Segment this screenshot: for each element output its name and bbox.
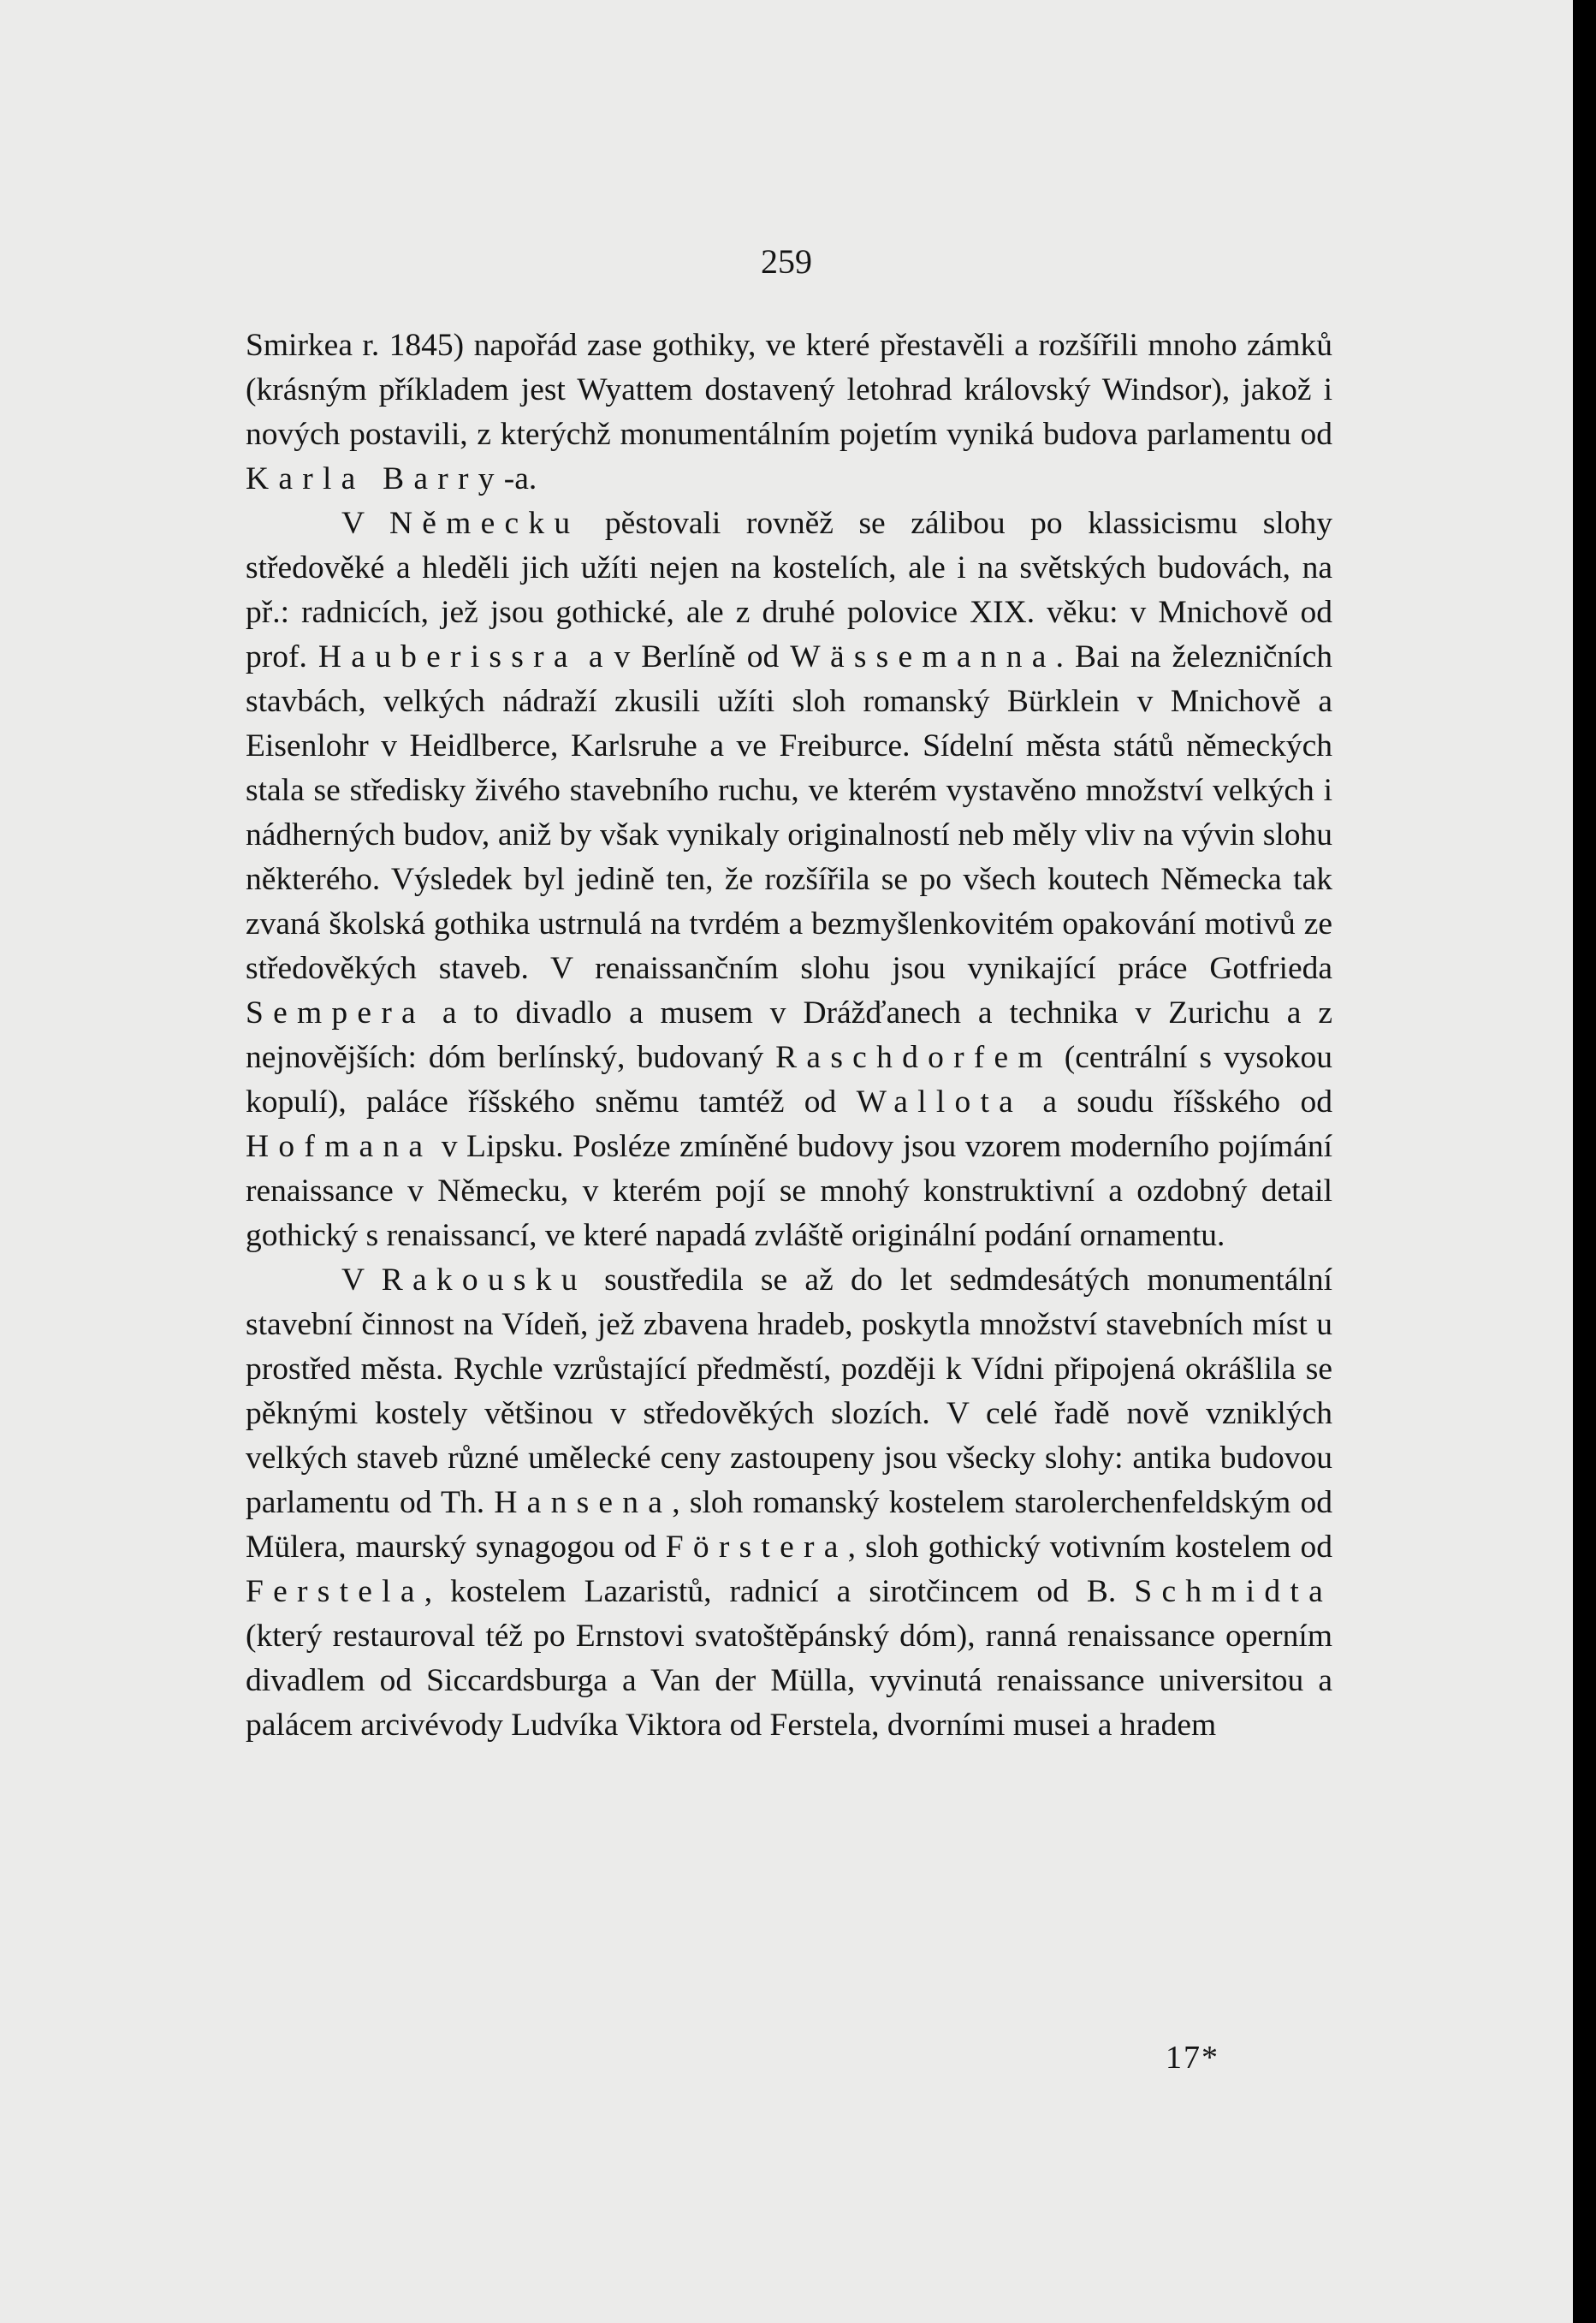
- text-run: V: [341, 506, 389, 541]
- text-run: a v Berlíně od: [577, 639, 791, 674]
- spaced-name: Schmidta: [1134, 1574, 1332, 1609]
- text-run: , kostelem Lazaristů, radnicí a sirotčincem od B.: [424, 1574, 1135, 1609]
- text-run: soustředila se až do let sedmdesátých monumentální stavební činnost na Vídeň, jež zbavena hradeb, poskytla množství stavebních míst u prostřed města. Rychle vzrůstající předměstí, později k Vídni připojená okrášlila se pěknými kostely většinou v středověkých slozích. V celé řadě nově vzniklých velkých staveb různé umělecké ceny zastoupeny jsou všecky slohy: antika budovou parlamentu od Th.: [246, 1262, 1332, 1520]
- spaced-name: Sempera: [246, 995, 425, 1031]
- text-run: a to divadlo a musem v Drážďanech a technika v Zurichu a z nejnovějších: dóm berlínský, budovaný: [246, 995, 1332, 1075]
- text-run: (který restauroval též po Ernstovi svatoštěpánský dóm), ranná renaissance operním divadlem od Siccardsburga a Van der Mülla, vyvinutá renaissance universitou a palácem arcivévody Ludvíka Viktora od Ferstela, dvorními musei a hradem: [246, 1619, 1332, 1743]
- text-run: V: [341, 1262, 382, 1298]
- spaced-name: Německu: [389, 506, 580, 541]
- text-run: v Lipsku. Posléze zmíněné budovy jsou vzorem moderního pojímání renaissance v Německu, v kterém pojí se mnohý konstruktivní a ozdobný detail gothický s renaissancí, ve které napadá zvláště originální podání ornamentu.: [246, 1129, 1332, 1253]
- text-run: , sloh gothický votivním kostelem od: [847, 1530, 1333, 1565]
- spaced-name: Hofmana: [246, 1129, 433, 1164]
- spaced-name: Raschdorfem: [775, 1040, 1053, 1075]
- paragraph-3: [246, 1258, 1332, 1748]
- text-run: -a.: [503, 461, 537, 496]
- paragraph-1: [246, 324, 1332, 502]
- signature-mark: 17*: [1166, 2040, 1219, 2076]
- paragraph-2: [246, 502, 1332, 1258]
- text-run: a soudu říšského od: [1023, 1084, 1332, 1120]
- spaced-name: Wässemanna: [790, 639, 1056, 674]
- text-run: . Bai na železničních stavbách, velkých nádraží zkusili užíti sloh romanský Bürklein v Mnichově a Eisenlohr v Heidlberce, Karlsruhe a ve Freiburce. Sídelní města států německých stala se středisky živého stavebního ruchu, ve kterém vystavěno množství velkých i nádherných budov, aniž by však vynikaly originalností neb měly vliv na vývin slohu některého. Výsledek byl jedině ten, že rozšířila se po všech koutech Německa tak zvaná školská gothika ustrnulá na tvrdém a bezmyšlenkovitém opakování motivů ze středověkých staveb. V renaissančním slohu jsou vynikající práce Gotfrieda: [246, 639, 1332, 986]
- spaced-name: Wallota: [856, 1084, 1023, 1120]
- spaced-name: Hauberissra: [317, 639, 578, 674]
- spaced-name: Karla Barry: [246, 461, 504, 496]
- spaced-name: Hansena: [494, 1485, 673, 1520]
- body-text: [246, 324, 1332, 1748]
- spaced-name: Ferstela: [246, 1574, 424, 1609]
- spaced-name: Rakousku: [381, 1262, 587, 1298]
- text-run: , sloh romanský kostelem starolerchenfeldským od Mülera, maurský synagogou od: [246, 1485, 1333, 1565]
- text-run: pěstovali rovněž se zálibou po klassicismu slohy středověké a hleděli jich užíti nejen na kostelích, ale i na světských budovách, na př.: radnicích, jež jsou gothické, ale z druhé polovice XIX. věku: v Mnichově od prof.: [246, 506, 1332, 674]
- page-number: 259: [761, 242, 812, 281]
- spaced-name: Förstera: [665, 1530, 848, 1565]
- text-run: Smirkea r. 1845) napořád zase gothiky, ve které přestavěli a rozšířili mnoho zámků (krásným příkladem jest Wyattem dostavený letohrad královský Windsor), jakož i nových postavili, z kterýchž monumentálním pojetím vyniká budova parlamentu od: [246, 328, 1332, 452]
- text-run: (centrální s vysokou kopulí), paláce říšského sněmu tamtéž od: [246, 1040, 1332, 1120]
